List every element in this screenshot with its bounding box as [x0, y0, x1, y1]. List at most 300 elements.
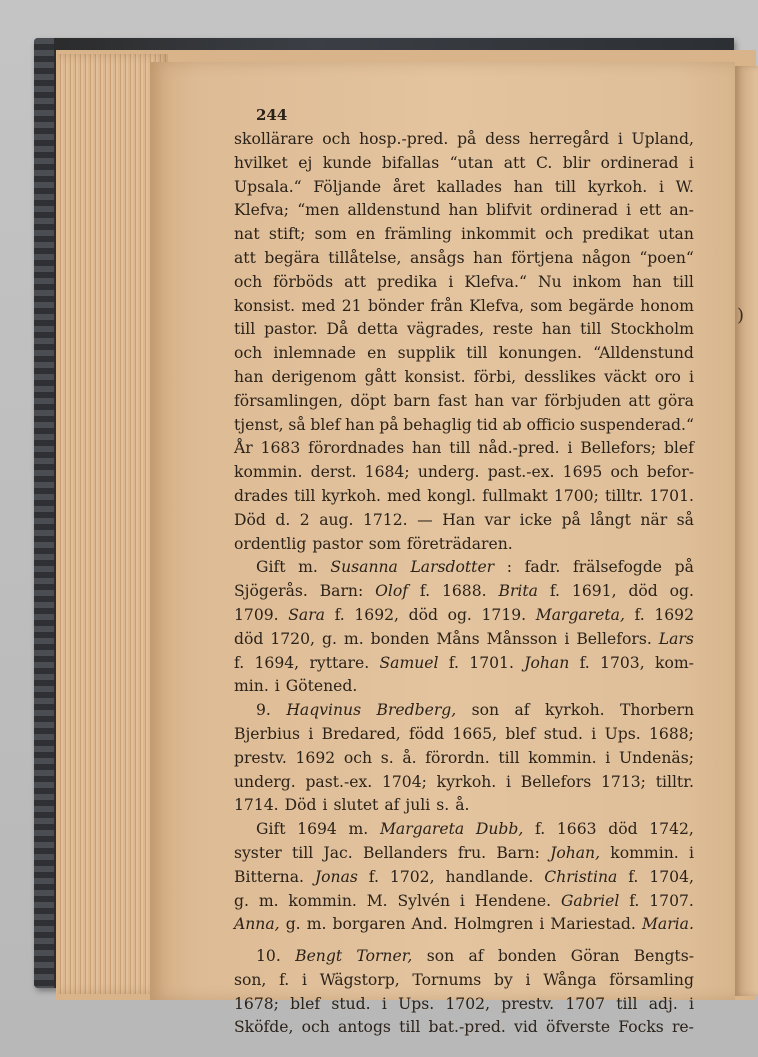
word: 1703, — [600, 653, 645, 672]
word: prestv. — [501, 994, 555, 1013]
text-line — [234, 818, 694, 842]
italic-name: Susanna — [330, 558, 398, 577]
text-line — [234, 128, 694, 152]
word: och — [544, 225, 574, 244]
word: å. — [402, 748, 417, 767]
text-line — [234, 223, 694, 247]
word: f. — [628, 867, 639, 886]
word: förböds — [273, 272, 334, 291]
text-line — [234, 485, 694, 509]
word: borgaren — [332, 915, 406, 934]
text-line — [234, 176, 694, 200]
text-line — [234, 247, 694, 271]
word: 1709. — [234, 605, 279, 624]
word: som — [314, 225, 347, 244]
word: son, — [234, 970, 267, 989]
text-line — [234, 890, 694, 914]
word: och — [234, 344, 263, 363]
word: 1714. — [234, 796, 279, 815]
word: Göran — [570, 947, 620, 966]
text-line — [234, 771, 694, 795]
word: derst. — [310, 463, 357, 482]
word: g. — [321, 629, 337, 648]
word: någon — [581, 248, 631, 267]
word: så — [288, 415, 306, 434]
word: alldenstund — [347, 201, 441, 220]
word: Bjerbius — [234, 724, 300, 743]
word: 1691, — [571, 582, 617, 601]
word: död — [234, 629, 264, 648]
word: ej — [298, 153, 313, 172]
word: han — [234, 367, 264, 386]
word: Wånga — [543, 970, 597, 989]
word: tilltr. — [604, 486, 644, 505]
word: ab — [502, 415, 522, 434]
word: döpt — [350, 391, 387, 410]
word: 21 — [341, 296, 362, 315]
word: med — [301, 296, 336, 315]
word: Barn: — [319, 582, 364, 601]
word: 1713; — [601, 772, 646, 791]
word: son — [471, 701, 500, 720]
word: 1683 — [260, 439, 301, 458]
text-line — [234, 604, 694, 628]
word: på — [457, 130, 477, 148]
text-line — [234, 794, 694, 818]
word: i — [322, 796, 328, 815]
text-line — [234, 969, 694, 993]
word: Bitterna. — [234, 867, 304, 886]
text-line — [234, 152, 694, 176]
italic-name: Bengt — [295, 947, 343, 966]
word: blef — [505, 724, 536, 743]
word: i — [688, 153, 694, 172]
word: företrädaren. — [406, 534, 513, 553]
word: blifvit — [486, 201, 532, 220]
word: ryttare. — [309, 653, 370, 672]
word: död — [408, 605, 438, 624]
word: han — [412, 439, 442, 458]
italic-name: Bredberg, — [376, 701, 457, 720]
text-line — [234, 747, 694, 771]
word: f. — [448, 653, 459, 672]
word: i — [689, 367, 694, 386]
word: till — [234, 320, 256, 339]
word: predika — [376, 272, 438, 291]
word: blef — [290, 994, 321, 1013]
word: förbi, — [473, 367, 517, 386]
italic-name: Lars — [658, 629, 694, 648]
word: och — [301, 1018, 330, 1037]
word: en — [356, 225, 376, 244]
word: i — [626, 201, 632, 220]
word: min. — [234, 677, 269, 696]
italic-name: Haqvinus — [286, 701, 362, 720]
word: Klefva, — [469, 296, 524, 315]
word: gått — [364, 367, 397, 386]
word: prestv. — [234, 748, 287, 767]
word: skollärare — [234, 130, 314, 148]
word: främling — [384, 225, 452, 244]
word: fullmakt — [482, 486, 548, 505]
word: kommin. — [528, 748, 597, 767]
word: Stockholm — [610, 320, 694, 339]
word: i — [564, 629, 570, 648]
word: i — [591, 724, 597, 743]
word: f. — [579, 653, 590, 672]
word: till — [498, 748, 520, 767]
text-line — [234, 342, 694, 366]
italic-name: Maria. — [641, 915, 694, 934]
word: 1704; — [381, 772, 427, 791]
word: f. — [549, 582, 561, 601]
text-line — [234, 1016, 694, 1040]
italic-name: Brita — [498, 582, 538, 601]
word: bönder — [367, 296, 425, 315]
word: Sköfde, — [234, 1018, 294, 1037]
word: till — [616, 994, 638, 1013]
word: 1702, — [389, 867, 435, 886]
word: och — [343, 748, 373, 767]
word: icke — [519, 510, 553, 529]
word: Månsson — [486, 629, 558, 648]
word: som — [368, 534, 401, 553]
word: by — [494, 970, 513, 989]
word: desslikes — [524, 367, 597, 386]
word: og. — [669, 582, 694, 601]
word: d. — [275, 510, 291, 529]
word: s. — [380, 748, 394, 767]
word: var — [511, 391, 537, 410]
word: en — [367, 344, 387, 363]
word: till — [399, 1018, 421, 1037]
word: an- — [669, 201, 694, 220]
word: — — [417, 510, 433, 529]
word: stift; — [268, 225, 306, 244]
word: bonden — [497, 947, 557, 966]
word: past.-ex. — [305, 772, 373, 791]
italic-name: Christina — [544, 867, 618, 886]
word: re- — [671, 1018, 694, 1037]
word: ordinerad — [600, 153, 679, 172]
word: Gift — [256, 558, 286, 577]
word: 1712. — [362, 510, 408, 529]
word: honom — [640, 296, 694, 315]
word: f. — [368, 867, 379, 886]
word: 1694 — [297, 820, 337, 839]
word: att — [503, 153, 526, 172]
word: Hendene. — [474, 891, 552, 910]
word: supplik — [397, 344, 456, 363]
word: långt — [590, 510, 631, 529]
word: f. — [535, 820, 546, 839]
word: “poen“ — [639, 248, 694, 267]
word: Ups. — [604, 724, 641, 743]
facing-page-mark: ) — [737, 305, 745, 326]
word: pastor. — [264, 320, 318, 339]
word: 1688; — [648, 724, 694, 743]
word: 1692 — [295, 748, 336, 767]
word: 1742, — [649, 820, 694, 839]
word: 1704, — [649, 867, 694, 886]
text-line — [234, 842, 694, 866]
word: År — [234, 439, 253, 458]
italic-name: Margareta — [379, 820, 465, 839]
word: och — [322, 130, 351, 148]
text-line — [234, 945, 694, 969]
word: kallades — [436, 177, 502, 196]
word: aug. — [319, 510, 354, 529]
word: officio — [526, 415, 576, 434]
word: fast — [437, 391, 468, 410]
paragraph-spacer — [234, 937, 694, 945]
word: ansågs — [409, 248, 465, 267]
word: nåd.-pred. — [478, 439, 560, 458]
word: i — [567, 439, 573, 458]
word: Bellefors — [520, 772, 592, 791]
text-line — [234, 675, 694, 699]
word: underg. — [417, 463, 480, 482]
word: tilltr. — [655, 772, 694, 791]
word: C. — [536, 153, 553, 172]
word: m. — [298, 558, 318, 577]
word: på — [674, 558, 694, 577]
word: han — [473, 248, 503, 267]
word: g. — [285, 915, 301, 934]
text-line — [234, 580, 694, 604]
word: kyrkoh. — [545, 701, 605, 720]
text-line — [234, 509, 694, 533]
word: M. — [366, 891, 388, 910]
word: Klefva; — [234, 201, 289, 220]
word: kommin. — [610, 843, 679, 862]
word: son — [426, 947, 455, 966]
word: i — [689, 994, 694, 1013]
italic-name: Olof — [375, 582, 409, 601]
word: född — [408, 724, 445, 743]
book-spine-edge — [34, 38, 54, 988]
italic-name: Margareta, — [535, 605, 625, 624]
word: inkom — [572, 272, 622, 291]
word: Bredared, — [321, 724, 401, 743]
word: förordnades — [308, 439, 405, 458]
word: Måns — [436, 629, 480, 648]
word: : — [506, 558, 512, 577]
word: adj. — [648, 994, 678, 1013]
text-line — [234, 699, 694, 723]
text-line — [234, 461, 694, 485]
word: frälsefogde — [572, 558, 663, 577]
text-line — [234, 723, 694, 747]
text-line — [234, 390, 694, 414]
word: Bengts- — [633, 947, 694, 966]
word: blir — [562, 153, 591, 172]
word: till — [292, 843, 314, 862]
word: vägrades, — [407, 320, 485, 339]
word: oro — [654, 367, 681, 386]
word: W. — [675, 177, 694, 196]
text-line — [234, 437, 694, 461]
text-line — [234, 913, 694, 937]
word: 1692, — [354, 605, 400, 624]
word: död — [628, 582, 658, 601]
word: 1688. — [441, 582, 487, 601]
text-line — [234, 414, 694, 438]
page-number: 244 — [256, 106, 288, 124]
word: han — [448, 201, 478, 220]
word: han — [345, 415, 375, 434]
word: af — [468, 947, 484, 966]
italic-name: Johan — [524, 653, 570, 672]
word: Holmgren — [453, 915, 534, 934]
word: stud. — [331, 994, 371, 1013]
word: 1663 — [556, 820, 597, 839]
text-line — [234, 628, 694, 652]
word: handlande. — [445, 867, 534, 886]
word: detta — [357, 320, 399, 339]
word: ett — [639, 201, 662, 220]
word: inkommit — [461, 225, 536, 244]
word: tid — [476, 415, 498, 434]
word: underg. — [234, 772, 296, 791]
word: tillåtelse, — [328, 248, 402, 267]
word: f. — [234, 653, 245, 672]
word: “Alldenstund — [593, 344, 694, 363]
word: f. — [279, 970, 290, 989]
word: i — [505, 772, 511, 791]
word: Undenäs; — [618, 748, 694, 767]
word: kom- — [655, 653, 694, 672]
text-line — [234, 556, 694, 580]
word: Då — [326, 320, 349, 339]
word: 1665, — [452, 724, 498, 743]
text-line — [234, 271, 694, 295]
word: till — [294, 486, 316, 505]
word: kunde — [322, 153, 372, 172]
word: Upland, — [631, 130, 694, 148]
word: att — [234, 248, 256, 267]
word: slutet — [333, 796, 379, 815]
word: kyrkoh. — [436, 772, 497, 791]
word: inlemnade — [273, 344, 356, 363]
word: i — [448, 272, 454, 291]
word: 1692 — [654, 605, 694, 624]
italic-name: Gabriel — [560, 891, 620, 910]
word: öfverste — [545, 1018, 611, 1037]
word: 1694, — [254, 653, 300, 672]
word: till — [466, 344, 488, 363]
word: derigenom — [271, 367, 357, 386]
italic-name: Anna, — [234, 915, 280, 934]
word: i — [525, 970, 531, 989]
word: på — [379, 415, 399, 434]
word: död — [608, 820, 638, 839]
word: barn — [393, 391, 431, 410]
word: 10. — [256, 947, 281, 966]
word: Följande — [313, 177, 382, 196]
word: bat.-pred. — [428, 1018, 506, 1037]
word: reste — [492, 320, 534, 339]
word: bifallas — [381, 153, 440, 172]
text-line — [234, 318, 694, 342]
word: församling — [609, 970, 694, 989]
word: Sylvén — [397, 891, 451, 910]
word: 1707. — [649, 891, 694, 910]
text-line — [234, 366, 694, 390]
word: 2 — [299, 510, 310, 529]
word: till — [554, 177, 576, 196]
word: 1720, — [270, 629, 315, 648]
italic-name: Johan, — [550, 843, 601, 862]
word: dess — [485, 130, 521, 148]
word: Thorbern — [620, 701, 694, 720]
word: i — [658, 177, 664, 196]
word: m. — [343, 629, 364, 648]
italic-name: Sara — [288, 605, 325, 624]
page-text — [234, 128, 694, 1040]
word: og. — [447, 605, 472, 624]
word: i — [539, 915, 545, 934]
word: nat — [234, 225, 260, 244]
word: när — [640, 510, 668, 529]
facing-page-edge — [735, 66, 758, 996]
word: i — [459, 891, 465, 910]
word: f. — [629, 891, 640, 910]
word: han — [541, 320, 572, 339]
word: 1678; — [234, 994, 279, 1013]
word: året — [392, 177, 426, 196]
italic-name: Torner, — [356, 947, 413, 966]
word: syster — [234, 843, 282, 862]
text-line — [234, 652, 694, 676]
word: att — [344, 272, 366, 291]
word: konsist. — [404, 367, 466, 386]
word: m. — [258, 891, 279, 910]
word: vid — [514, 1018, 538, 1037]
word: Klefva.“ — [464, 272, 527, 291]
word: och — [610, 463, 639, 482]
word: hosp.-pred. — [359, 130, 449, 148]
word: bonden — [370, 629, 430, 648]
word: f. — [419, 582, 431, 601]
word: af — [384, 796, 400, 815]
word: han — [513, 177, 544, 196]
word: hvilket — [234, 153, 288, 172]
word: Gift — [256, 820, 286, 839]
word: 1700; — [553, 486, 599, 505]
text-line — [234, 199, 694, 223]
word: begära — [264, 248, 320, 267]
word: tjenst, — [234, 415, 284, 434]
word: ordinerad — [540, 201, 618, 220]
word: 1702, — [445, 994, 491, 1013]
word: Mariestad. — [550, 915, 636, 934]
word: konungen. — [498, 344, 582, 363]
word: “men — [297, 201, 340, 220]
word: utan — [658, 225, 694, 244]
word: Sjögerås. — [234, 582, 308, 601]
word: 1701. — [469, 653, 514, 672]
word: i — [605, 748, 611, 767]
word: var — [484, 510, 511, 529]
word: Död — [284, 796, 317, 815]
word: kommin. — [234, 463, 303, 482]
word: Götened. — [285, 677, 358, 696]
word: i — [301, 970, 307, 989]
word: så — [676, 510, 694, 529]
word: m. — [348, 820, 369, 839]
word: 1684; — [364, 463, 410, 482]
